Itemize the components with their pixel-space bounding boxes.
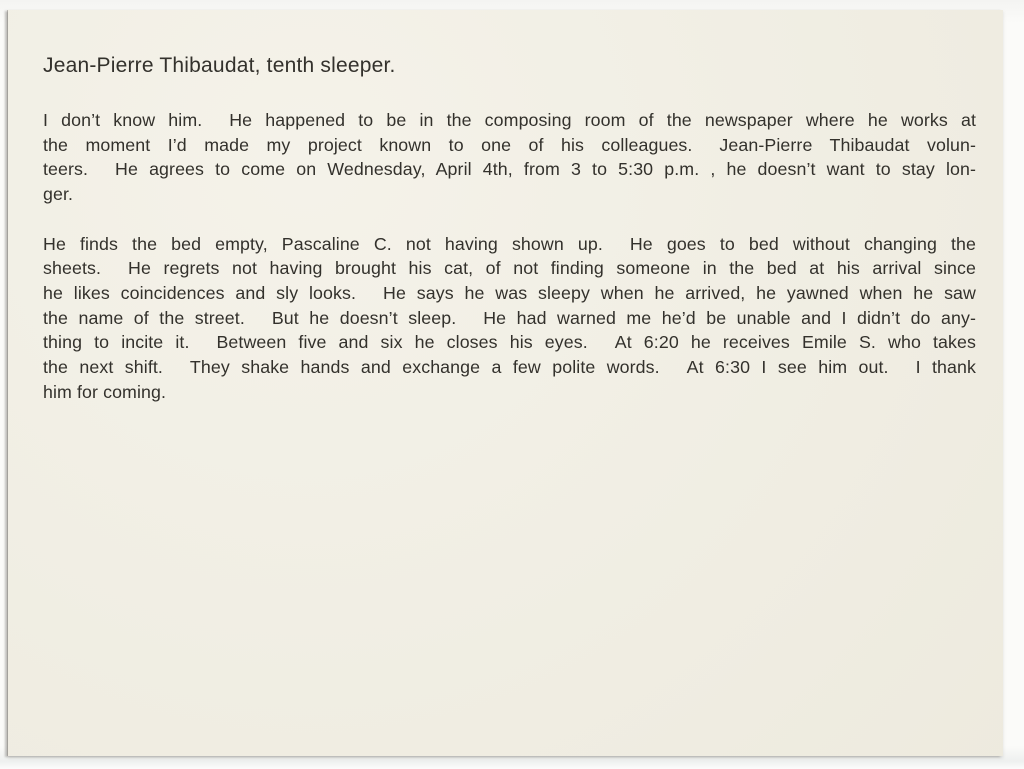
text-line: sheets. He regrets not having brought his cat, of not finding someone in the bed at his arrival since xyxy=(43,258,976,279)
text-line: the name of the street. But he doesn’t sleep. He had warned me he’d be unable and I didn’t do any- xyxy=(43,307,976,328)
document-card xyxy=(8,10,1003,756)
paragraph-1 xyxy=(43,108,976,207)
document-title: Jean-Pierre Thibaudat, tenth sleeper. xyxy=(43,54,396,77)
paragraph-2 xyxy=(43,232,976,405)
text-line: the next shift. They shake hands and exchange a few polite words. At 6:30 I see him out. I thank xyxy=(43,357,976,378)
text-line: ger. xyxy=(43,184,74,205)
text-line: thing to incite it. Between five and six he closes his eyes. At 6:20 he receives Emile S. who takes xyxy=(43,332,976,353)
text-line: I don’t know him. He happened to be in the composing room of the newspaper where he works at xyxy=(43,110,976,130)
text-line: him for coming. xyxy=(43,381,167,402)
text-line: he likes coincidences and sly looks. He says he was sleepy when he arrived, he yawned when he saw xyxy=(43,282,976,303)
text-line: teers. He agrees to come on Wednesday, April 4th, from 3 to 5:30 p.m. , he doesn’t want to stay lon- xyxy=(43,159,976,180)
text-line: He finds the bed empty, Pascaline C. not having shown up. He goes to bed without changing the xyxy=(43,233,976,254)
text-line: the moment I’d made my project known to one of his colleagues. Jean-Pierre Thibaudat volun- xyxy=(43,134,976,155)
